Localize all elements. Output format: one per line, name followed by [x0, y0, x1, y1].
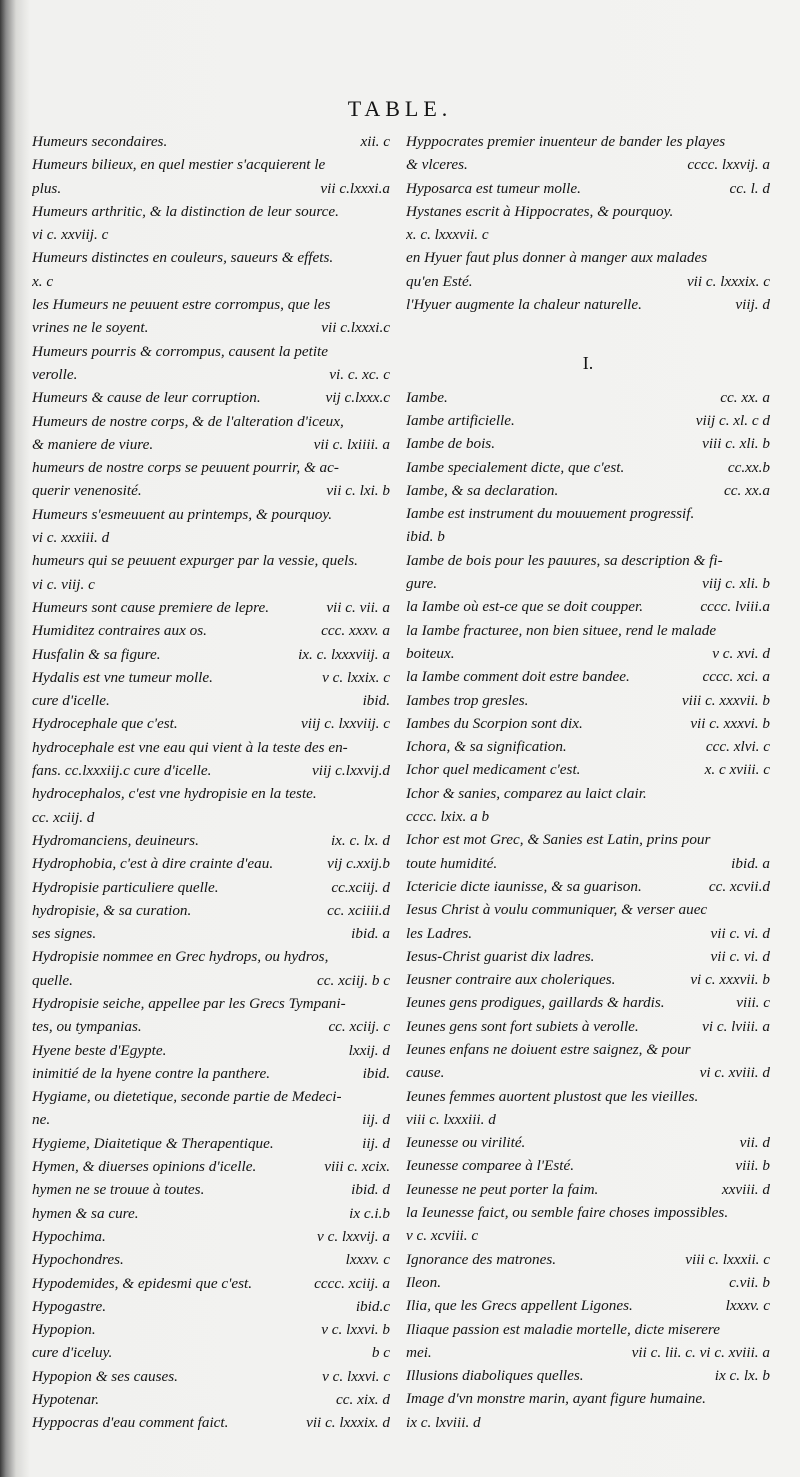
index-entry [32, 200, 390, 247]
index-entry [32, 1341, 390, 1364]
entry-line: boiteux. [406, 644, 455, 662]
entry-line: Ieunesse ou virilité. [406, 1134, 526, 1152]
page-reference: viii. b [735, 1157, 770, 1175]
entry-line: Hyposarca est tumeur molle. [406, 179, 581, 197]
entry-line: cure d'iceluy. [32, 1344, 113, 1362]
entry-line: Iambe. [406, 388, 448, 406]
index-entry [32, 1295, 390, 1318]
index-entry [406, 1015, 770, 1038]
entry-line: vi c. xxviij. c [32, 226, 109, 244]
entry-line: Humeurs de nostre corps, & de l'alteration d'iceux, [32, 412, 344, 430]
page-reference: cc. xciij. b c [317, 971, 390, 989]
entry-line: plus. [32, 179, 62, 197]
page-reference: cc. xix. d [336, 1391, 390, 1409]
index-entry [406, 689, 770, 712]
page-reference: vii c. lxxxix. c [686, 272, 770, 290]
entry-line: Hydalis est vne tumeur molle. [32, 668, 213, 686]
index-entry [32, 1411, 390, 1434]
entry-line: Humeurs arthritic, & la distinction de leur source. [32, 202, 339, 220]
page-reference: vi. c. xc. c [329, 365, 390, 383]
index-entry [406, 432, 770, 455]
index-entry [32, 619, 390, 642]
page-reference: lxxxv. c [725, 1297, 770, 1315]
entry-line: Ieunes gens prodigues, gaillards & hardis. [406, 994, 665, 1012]
index-entry [32, 549, 390, 596]
entry-line: cure d'icelle. [32, 692, 110, 710]
entry-line: vi c. xxxiii. d [32, 529, 110, 547]
entry-line: x. c. lxxxvii. c [406, 226, 489, 244]
entry-line: Humiditez contraires aux os. [32, 622, 207, 640]
index-entry [32, 1318, 390, 1341]
entry-line: Ichor & sanies, comparez au laict clair. [406, 784, 647, 802]
entry-line: la Ieunesse faict, ou semble faire choses impossibles. [406, 1204, 729, 1222]
entry-line: l'Hyuer augmente la chaleur naturelle. [406, 296, 642, 314]
entry-line: vi c. viij. c [32, 575, 95, 593]
page-reference: ix c. lx. b [714, 1367, 770, 1385]
index-entry [32, 1062, 390, 1085]
entry-line: Ictericie dicte iaunisse, & sa guarison. [406, 877, 642, 895]
index-entry [32, 1178, 390, 1201]
left-column [32, 130, 390, 1435]
right-column [406, 130, 770, 1434]
index-entry [406, 665, 770, 688]
entry-line: hydrocephalos, c'est vne hydropisie en la teste. [32, 785, 317, 803]
page-reference: ibid. a [351, 925, 390, 943]
page-reference: cc. xciij. c [328, 1018, 390, 1036]
entry-line: cc. xciij. d [32, 808, 95, 826]
page-reference: ibid. [362, 692, 390, 710]
entry-line: Ieunes gens sont fort subiets à verolle. [406, 1017, 639, 1035]
index-entry [406, 1248, 770, 1271]
page-reference: vi c. xviii. d [699, 1064, 770, 1082]
index-entry [406, 968, 770, 991]
index-entry [406, 1085, 770, 1132]
index-entry [406, 549, 770, 596]
entry-line: Humeurs bilieux, en quel mestier s'acquierent le [32, 156, 326, 174]
page-reference: viii c. xxxvii. b [681, 691, 770, 709]
index-entry [406, 386, 770, 409]
index-entry [32, 130, 390, 153]
index-entry [32, 596, 390, 619]
entry-line: Iesus-Christ guarist dix ladres. [406, 947, 595, 965]
index-entry [406, 1131, 770, 1154]
entry-line: Hypochima. [32, 1227, 106, 1245]
index-entry [32, 386, 390, 409]
entry-line: Hydropisie nommee en Grec hydrops, ou hydros, [32, 948, 329, 966]
index-entry [406, 991, 770, 1014]
page-reference: v c. lxxix. c [322, 668, 390, 686]
entry-line: cccc. lxix. a b [406, 808, 490, 826]
index-entry [32, 876, 390, 899]
page-reference: viii c. lxxxii. c [685, 1250, 770, 1268]
entry-line: Ichora, & sa signification. [406, 738, 567, 756]
index-entry [406, 1038, 770, 1085]
index-entry [406, 712, 770, 735]
i-entries [406, 386, 770, 1434]
index-entry [32, 503, 390, 550]
entry-line: fans. cc.lxxxiij.c cure d'icelle. [32, 762, 212, 780]
entry-line: en Hyuer faut plus donner à manger aux malades [406, 249, 708, 267]
entry-line: Hydromanciens, deuineurs. [32, 831, 199, 849]
page-reference: viii c. xli. b [702, 435, 770, 453]
page-reference: ibid. a [731, 854, 770, 872]
entry-line: Humeurs & cause de leur corruption. [32, 389, 261, 407]
page-reference: vii c.lxxxi.a [320, 179, 390, 197]
entry-line: Ignorance des matrones. [406, 1250, 557, 1268]
page-reference: cc. xx.a [724, 481, 770, 499]
index-entry [406, 1318, 770, 1365]
entry-line: x. c [32, 272, 54, 290]
entry-line: ne. [32, 1111, 51, 1129]
entry-line: toute humidité. [406, 854, 498, 872]
index-entry [406, 828, 770, 875]
page-reference: v c. lxxvi. c [322, 1367, 390, 1385]
index-entry [32, 1039, 390, 1062]
entry-line: Humeurs sont cause premiere de lepre. [32, 598, 270, 616]
index-entry [406, 177, 770, 200]
page-reference: viij c. xli. b [702, 575, 770, 593]
entry-line: qu'en Esté. [406, 272, 473, 290]
entry-line: Image d'vn monstre marin, ayant figure humaine. [406, 1390, 706, 1408]
index-entry [406, 1387, 770, 1434]
entry-line: Hydropisie seiche, appellee par les Grecs Tympani- [32, 994, 346, 1012]
page-reference: cccc. xciij. a [314, 1274, 390, 1292]
entry-line: Hypopion. [32, 1321, 96, 1339]
entry-line: viii c. lxxxiii. d [406, 1110, 496, 1128]
entry-line: Ileon. [406, 1273, 442, 1291]
entry-line: hydropisie, & sa curation. [32, 901, 192, 919]
index-entry [406, 293, 770, 316]
index-entry [32, 922, 390, 945]
entry-line: Iliaque passion est maladie mortelle, dicte miserere [406, 1320, 720, 1338]
page-reference: b c [371, 1344, 390, 1362]
index-entry [32, 852, 390, 875]
index-entry [32, 1365, 390, 1388]
h-entries [406, 130, 770, 316]
index-entry [406, 1154, 770, 1177]
page-reference: vii c. lxxxix. d [306, 1414, 390, 1432]
page-reference: vi c. lviii. a [702, 1017, 770, 1035]
entry-line: Hypopion & ses causes. [32, 1367, 178, 1385]
page-reference: cc. xciiii.d [327, 901, 390, 919]
entry-line: ibid. b [406, 528, 445, 546]
page-reference: viii. c [736, 994, 770, 1012]
entry-line: la Iambe comment doit estre bandee. [406, 668, 630, 686]
index-entry [406, 200, 770, 247]
entry-line: Hymen, & diuerses opinions d'icelle. [32, 1158, 257, 1176]
index-entry [32, 246, 390, 293]
index-entry [406, 479, 770, 502]
entry-line: Iambe, & sa declaration. [406, 481, 559, 499]
page-reference: vii c. lxiiii. a [313, 435, 390, 453]
entry-line: Hypochondres. [32, 1251, 124, 1269]
index-entry [32, 1388, 390, 1411]
page-reference: vij c.lxxx.c [325, 389, 390, 407]
page-reference: ccc. xlvi. c [705, 738, 770, 756]
index-entry [32, 712, 390, 735]
entry-line: & vlceres. [406, 156, 468, 174]
page-reference: viij c.lxxvij.d [311, 762, 390, 780]
entry-line: Hystanes escrit à Hippocrates, & pourquoy. [406, 202, 674, 220]
entry-line: tes, ou tympanias. [32, 1018, 142, 1036]
entry-line: Illusions diaboliques quelles. [406, 1367, 584, 1385]
index-entry [32, 1085, 390, 1132]
section-letter: I. [582, 352, 594, 373]
index-entry [406, 595, 770, 618]
page-reference: cccc. xci. a [702, 668, 770, 686]
entry-line: Hyene beste d'Egypte. [32, 1041, 167, 1059]
page-reference: iij. d [362, 1134, 390, 1152]
entry-line: Iambe specialement dicte, que c'est. [406, 458, 625, 476]
page-reference: cc. xcvii.d [708, 877, 770, 895]
page-reference: ibid. d [351, 1181, 390, 1199]
index-entry [32, 1202, 390, 1225]
entry-line: Husfalin & sa figure. [32, 645, 161, 663]
page-reference: xxviii. d [721, 1180, 770, 1198]
index-entry [32, 782, 390, 829]
entry-line: gure. [406, 575, 438, 593]
index-entry [406, 456, 770, 479]
page-reference: cccc. lxxvij. a [687, 156, 770, 174]
entry-line: mei. [406, 1343, 432, 1361]
index-entry [32, 992, 390, 1039]
entry-line: Iambe artificielle. [406, 411, 515, 429]
page-reference: c.vii. b [729, 1273, 770, 1291]
page-reference: lxxxv. c [345, 1251, 390, 1269]
entry-line: hymen & sa cure. [32, 1204, 139, 1222]
entry-line: la Iambe fracturee, non bien situee, rend le malade [406, 621, 717, 639]
entry-line: Iambes du Scorpion sont dix. [406, 714, 583, 732]
entry-line: Hygieme, Diaitetique & Therapentique. [32, 1134, 274, 1152]
spacer [406, 316, 770, 339]
page-reference: lxxij. d [348, 1041, 390, 1059]
page-reference: ix c.i.b [349, 1204, 390, 1222]
entry-line: verolle. [32, 365, 78, 383]
entry-line: Hypodemides, & epidesmi que c'est. [32, 1274, 253, 1292]
page-reference: ccc. xxxv. a [321, 622, 390, 640]
page-reference: vij c.xxij.b [327, 855, 390, 873]
entry-line: Ieunesse comparee à l'Esté. [406, 1157, 575, 1175]
index-entry [406, 875, 770, 898]
page-reference: vii. d [739, 1134, 770, 1152]
entry-line: humeurs de nostre corps se peuuent pourrir, & ac- [32, 459, 339, 477]
index-entry [406, 409, 770, 432]
index-entry [32, 1272, 390, 1295]
entry-line: les Humeurs ne peuuent estre corrompus, que les [32, 296, 331, 314]
page-reference: ix. c. lx. d [330, 831, 390, 849]
index-entry [406, 1271, 770, 1294]
entry-line: hymen ne se trouue à toutes. [32, 1181, 205, 1199]
index-entry [406, 945, 770, 968]
index-entry [406, 502, 770, 549]
page-reference: vii c. vi. d [710, 924, 770, 942]
entry-line: Ieunesse ne peut porter la faim. [406, 1180, 599, 1198]
entry-line: Iesus Christ à voulu communiquer, & verser auec [406, 901, 708, 919]
entry-line: Hydropisie particuliere quelle. [32, 878, 219, 896]
index-entry [32, 945, 390, 992]
index-entry [32, 456, 390, 503]
entry-line: Hygiame, ou dietetique, seconde partie de Medeci- [32, 1088, 342, 1106]
page-reference: ibid. [362, 1064, 390, 1082]
page-reference: v c. lxxvi. b [321, 1321, 390, 1339]
page-reference: viij c. xl. c d [695, 411, 770, 429]
page-reference: iij. d [362, 1111, 390, 1129]
page-reference: cc. xx. a [720, 388, 770, 406]
index-entry [32, 340, 390, 387]
entry-line: Iambes trop gresles. [406, 691, 529, 709]
index-entry [32, 899, 390, 922]
entry-line: Humeurs secondaires. [32, 133, 168, 150]
index-entry [406, 735, 770, 758]
entry-line: Ieusner contraire aux choleriques. [406, 971, 616, 989]
index-entry [406, 782, 770, 829]
page-reference: viij c. lxxviij. c [301, 715, 390, 733]
page-reference: vii c. lxi. b [326, 482, 390, 500]
page-reference: cccc. lviii.a [700, 598, 770, 616]
index-entry [406, 246, 770, 293]
entry-line: Ieunes enfans ne doiuent estre saignez, & pour [406, 1040, 691, 1058]
entry-line: ix c. lxviii. d [406, 1413, 481, 1431]
entry-line: Hypotenar. [32, 1391, 100, 1409]
index-entry [32, 666, 390, 689]
page-reference: x. c xviii. c [704, 761, 770, 779]
entry-line: humeurs qui se peuuent expurger par la vessie, quels. [32, 552, 358, 570]
index-entry [406, 130, 770, 177]
entry-line: Hyppocrates premier inuenteur de bander les playes [406, 133, 726, 150]
page-reference: vii c. xxxvi. b [690, 714, 770, 732]
entry-line: quelle. [32, 971, 73, 989]
entry-line: Iambe de bois pour les pauures, sa description & fi- [406, 551, 723, 569]
entry-line: Hydrocephale que c'est. [32, 715, 178, 733]
index-entry [406, 619, 770, 666]
page-reference: cc. l. d [729, 179, 770, 197]
entry-line: vrines ne le soyent. [32, 319, 149, 337]
page-reference: ix. c. lxxxviij. a [298, 645, 390, 663]
index-entry [406, 1294, 770, 1317]
index-entry [32, 1225, 390, 1248]
index-entry [32, 153, 390, 200]
entry-line: querir venenosité. [32, 482, 142, 500]
entry-line: Iambe de bois. [406, 435, 495, 453]
entry-line: Ilia, que les Grecs appellent Ligones. [406, 1297, 633, 1315]
page-reference: vii c. vi. d [710, 947, 770, 965]
entry-line: Humeurs distinctes en couleurs, saueurs & effets. [32, 249, 334, 267]
page-reference: vii c. vii. a [326, 598, 390, 616]
index-entry [32, 1132, 390, 1155]
page-title: TABLE. [347, 96, 453, 121]
entry-line: v c. xcviii. c [406, 1227, 479, 1245]
entry-line: Humeurs pourris & corrompus, causent la petite [32, 342, 329, 360]
entry-line: & maniere de viure. [32, 435, 154, 453]
index-entry [32, 736, 390, 783]
entry-line: hydrocephale est vne eau qui vient à la teste des en- [32, 738, 348, 756]
index-entry [32, 689, 390, 712]
page-reference: viii c. xcix. [324, 1158, 390, 1176]
index-entry [406, 1201, 770, 1248]
entry-line: cause. [406, 1064, 445, 1082]
index-entry [406, 1364, 770, 1387]
index-entry [406, 758, 770, 781]
index-entry [32, 1248, 390, 1271]
page-reference: vi c. xxxvii. b [690, 971, 770, 989]
page-reference: xii. c [360, 133, 390, 150]
index-entry [406, 1178, 770, 1201]
entry-line: la Iambe où est-ce que se doit coupper. [406, 598, 644, 616]
page-reference: viij. d [735, 296, 770, 314]
entry-line: Hydrophobia, c'est à dire crainte d'eau. [32, 855, 274, 873]
index-entry [32, 410, 390, 457]
entry-line: inimitié de la hyene contre la panthere. [32, 1064, 271, 1082]
entry-line: Humeurs s'esmeuuent au printemps, & pourquoy. [32, 505, 333, 523]
page-reference: v c. xvi. d [712, 644, 770, 662]
index-entry [406, 898, 770, 945]
page-reference: vii c. lii. c. vi c. xviii. a [631, 1343, 770, 1361]
entry-line: Iambe est instrument du mouuement progressif. [406, 505, 695, 523]
entry-line: Hypogastre. [32, 1297, 107, 1315]
entry-line: Hyppocras d'eau comment faict. [32, 1414, 229, 1432]
index-entry [32, 829, 390, 852]
page-reference: cc.xciij. d [331, 878, 390, 896]
entry-line: ses signes. [32, 925, 97, 943]
entry-line: Ichor quel medicament c'est. [406, 761, 581, 779]
entry-line: Ichor est mot Grec, & Sanies est Latin, prins pour [406, 831, 711, 849]
index-entry [32, 1155, 390, 1178]
entry-line: les Ladres. [406, 924, 473, 942]
index-entry [32, 643, 390, 666]
entry-line: Ieunes femmes auortent plustost que les vieilles. [406, 1087, 699, 1105]
page-reference: v c. lxxvij. a [317, 1227, 390, 1245]
page-reference: vii c.lxxxi.c [321, 319, 390, 337]
index-entry [32, 293, 390, 340]
page-reference: ibid.c [355, 1297, 390, 1315]
page-reference: cc.xx.b [727, 458, 770, 476]
